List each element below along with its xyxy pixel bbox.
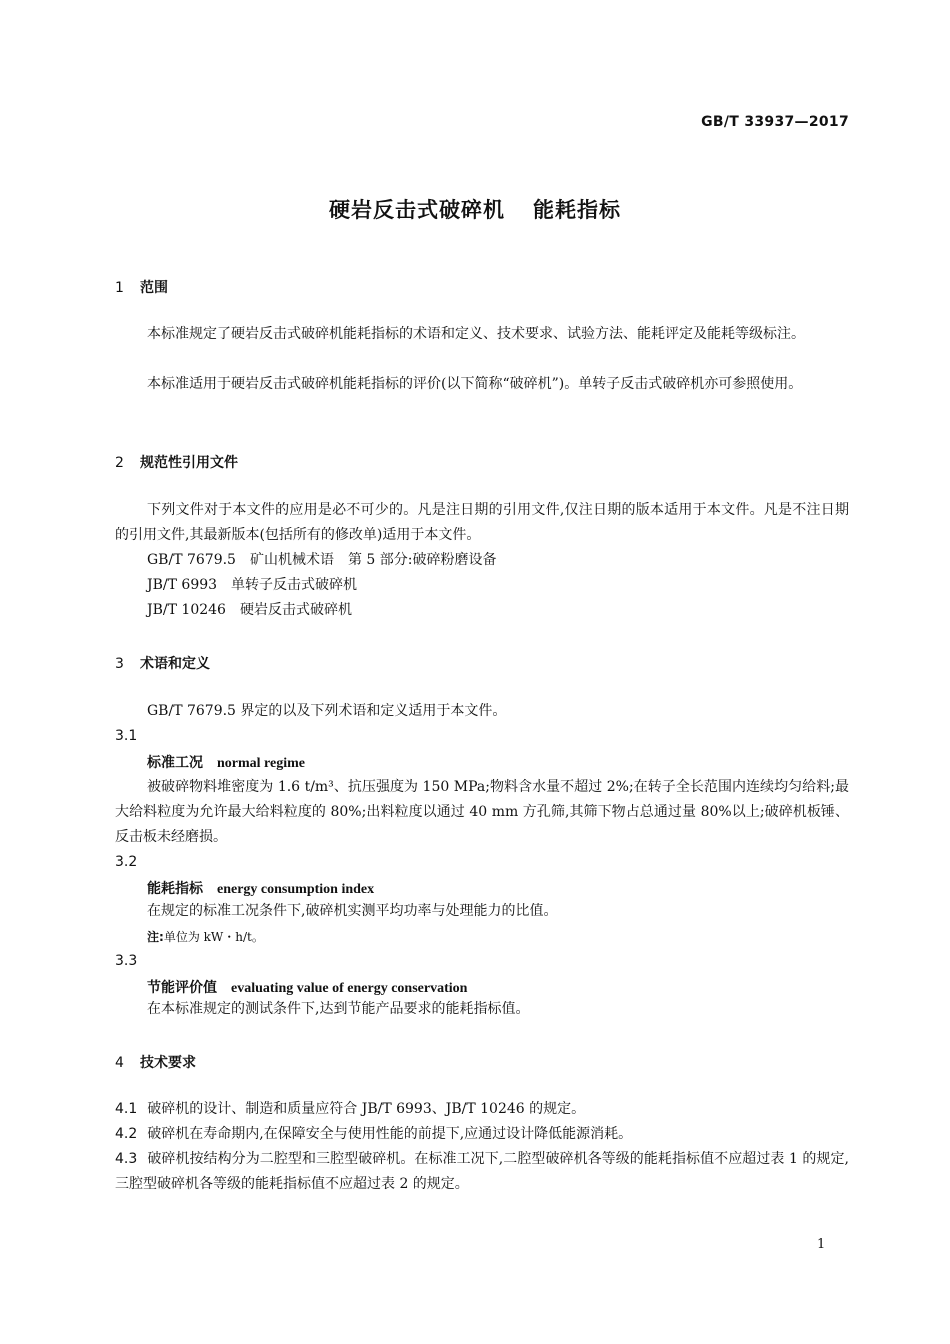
reference-item: JB/T 6993 单转子反击式破碎机 — [147, 577, 358, 593]
section-number: 1 — [115, 280, 124, 296]
section-1-heading — [115, 277, 168, 297]
term-zh: 节能评价值 — [147, 980, 217, 996]
term-definition: 在规定的标准工况条件下,破碎机实测平均功率与处理能力的比值。 — [147, 903, 558, 919]
section-3-paragraph-1: GB/T 7679.5 界定的以及下列术语和定义适用于本文件。 — [147, 703, 507, 719]
note-label: 注: — [147, 930, 164, 944]
clause-text: 破碎机在寿命期内,在保障安全与使用性能的前提下,应通过设计降低能源消耗。 — [147, 1126, 633, 1142]
section-number: 3 — [115, 656, 124, 672]
section-4-heading — [115, 1052, 196, 1072]
clause — [115, 1147, 849, 1197]
term-en: energy consumption index — [217, 882, 375, 897]
term-heading — [147, 977, 467, 997]
term-note — [147, 928, 264, 945]
term-zh: 标准工况 — [147, 755, 203, 771]
term-definition: 被破碎物料堆密度为 1.6 t/m³、抗压强度为 150 MPa;物料含水量不超过 2%;在转子全长范围内连续均匀给料;最大给料粒度为允许最大给料粒度的 80%;出料粒度以通过 40 mm 方孔筛,其筛下物占总通过量 80%以上;破碎机板锤、反击板未经磨损。 — [115, 779, 849, 845]
section-title: 技术要求 — [140, 1055, 196, 1071]
clause-number: 4.2 — [115, 1126, 138, 1142]
term-number: 3.3 — [115, 953, 138, 969]
section-title: 范围 — [140, 280, 168, 296]
term-heading — [147, 878, 374, 898]
term-heading — [147, 752, 305, 772]
term-en: normal regime — [217, 756, 305, 771]
clause-number: 4.3 — [115, 1151, 138, 1167]
term-number: 3.1 — [115, 728, 138, 744]
term-definition: 在本标准规定的测试条件下,达到节能产品要求的能耗指标值。 — [147, 1001, 530, 1017]
page-number: 1 — [817, 1237, 826, 1252]
clause-number: 4.1 — [115, 1101, 138, 1117]
section-3-heading — [115, 653, 210, 673]
section-2-paragraph-1: 下列文件对于本文件的应用是必不可少的。凡是注日期的引用文件,仅注日期的版本适用于本文件。凡是不注日期的引用文件,其最新版本(包括所有的修改单)适用于本文件。 — [115, 502, 849, 543]
section-number: 2 — [115, 455, 124, 471]
section-2-heading — [115, 452, 238, 472]
reference-item: GB/T 7679.5 矿山机械术语 第 5 部分:破碎粉磨设备 — [147, 552, 497, 568]
section-title: 术语和定义 — [140, 656, 210, 672]
section-title: 规范性引用文件 — [140, 455, 238, 471]
term-zh: 能耗指标 — [147, 881, 203, 897]
note-text: 单位为 kW・h/t。 — [163, 930, 264, 944]
reference-item: JB/T 10246 硬岩反击式破碎机 — [147, 602, 352, 618]
term-en: evaluating value of energy conservation — [231, 981, 468, 996]
section-1-paragraph-1: 本标准规定了硬岩反击式破碎机能耗指标的术语和定义、技术要求、试验方法、能耗评定及能耗等级标注。 — [147, 326, 805, 342]
section-1-paragraph-2: 本标准适用于硬岩反击式破碎机能耗指标的评价(以下简称“破碎机”)。单转子反击式破碎机亦可参照使用。 — [147, 376, 803, 392]
title-part-1: 硬岩反击式破碎机 — [329, 198, 505, 222]
clause-text: 破碎机的设计、制造和质量应符合 JB/T 6993、JB/T 10246 的规定。 — [147, 1101, 586, 1117]
title-part-2: 能耗指标 — [533, 198, 621, 222]
clause — [115, 1122, 849, 1147]
section-number: 4 — [115, 1055, 124, 1071]
document-number: GB/T 33937—2017 — [701, 114, 849, 130]
clause — [115, 1097, 849, 1122]
document-title — [0, 194, 950, 224]
clause-text: 破碎机按结构分为二腔型和三腔型破碎机。在标准工况下,二腔型破碎机各等级的能耗指标值不应超过表 1 的规定,三腔型破碎机各等级的能耗指标值不应超过表 2 的规定。 — [115, 1151, 849, 1192]
term-number: 3.2 — [115, 854, 138, 870]
